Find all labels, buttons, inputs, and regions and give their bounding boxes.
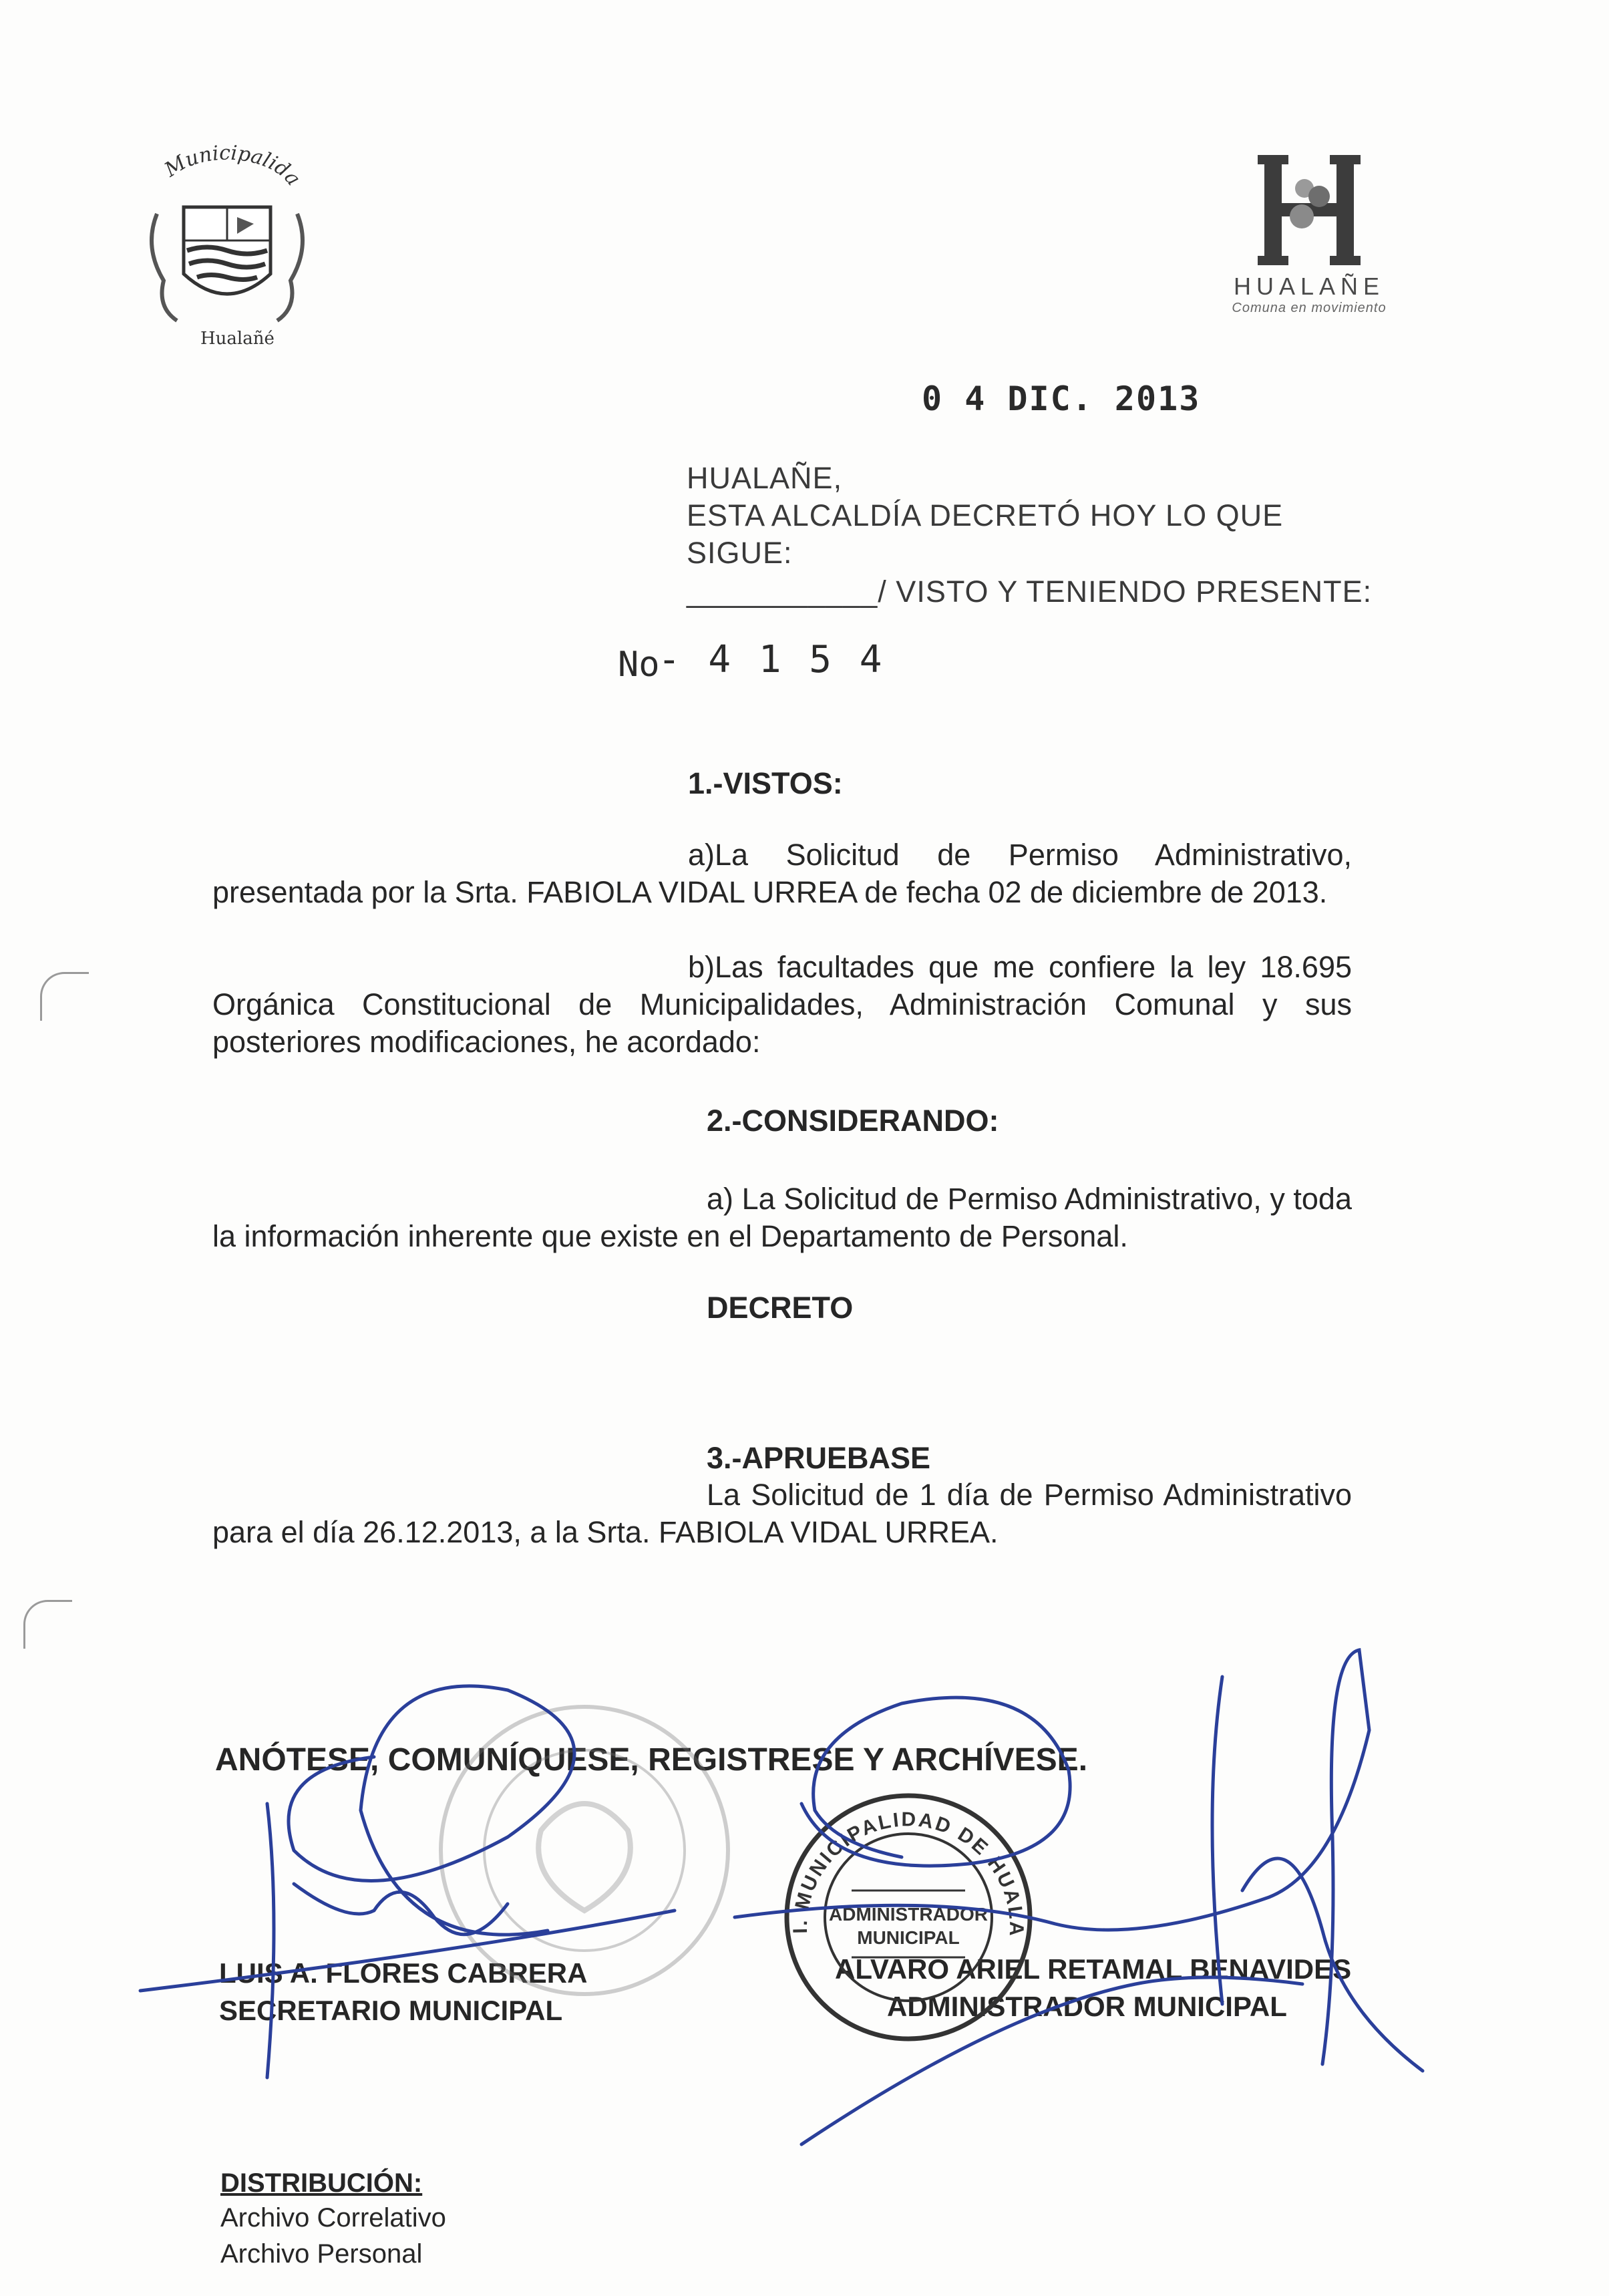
distribution-item: Archivo Personal xyxy=(220,2239,423,2269)
hualane-brand-logo xyxy=(1222,155,1396,316)
municipal-crest-logo xyxy=(137,140,317,354)
distribution-item: Archivo Correlativo xyxy=(220,2203,446,2233)
vistos-item-b: b)Las facultades que me confiere la ley 18.695 Orgánica Constitucional de Municipalidades, Administración Comunal y sus posteriores modificaciones, he acordado: xyxy=(212,950,1352,1059)
vistos-item-a: a)La Solicitud de Permiso Administrativo, presentada por la Srta. FABIOLA VIDAL URREA de fecha 02 de diciembre de 2013. xyxy=(212,838,1352,909)
apruebase-text: La Solicitud de 1 día de Permiso Administrativo para el día 26.12.2013, a la Srta. FABIOLA VIDAL URREA. xyxy=(212,1478,1352,1549)
decree-number-prefix: No xyxy=(618,645,660,685)
decree-number: - 4 1 5 4 xyxy=(658,638,885,681)
punch-hole-mark xyxy=(40,972,89,1021)
brand-word: HUALAÑE xyxy=(1233,273,1385,300)
considerando-item-a: a) La Solicitud de Permiso Administrativo, y toda la información inherente que existe en el Departamento de Personal. xyxy=(212,1182,1352,1253)
h-monogram-icon xyxy=(1252,155,1366,265)
brand-tagline: Comuna en movimiento xyxy=(1232,301,1387,315)
administrator-name: ALVARO ARIEL RETAMAL BENAVIDES xyxy=(835,1953,1352,1985)
ink-signatures xyxy=(0,1637,1609,2171)
header-follows-line: SIGUE: xyxy=(687,536,793,570)
administrator-title: ADMINISTRADOR MUNICIPAL xyxy=(887,1991,1287,2022)
distribution-heading: DISTRIBUCIÓN: xyxy=(220,2168,423,2198)
header-decree-line: ESTA ALCALDÍA DECRETÓ HOY LO QUE xyxy=(687,498,1284,532)
header-city: HUALAÑE, xyxy=(687,461,843,495)
punch-hole-mark xyxy=(23,1600,72,1649)
svg-text:Municipalidad xyxy=(137,140,305,190)
secretary-title: SECRETARIO MUNICIPAL xyxy=(219,1995,563,2026)
seal-ring-text: I. MUNICIPALIDAD DE HUALA xyxy=(789,1808,1028,1939)
secretary-name: LUIS A. FLORES CABRERA xyxy=(219,1957,588,1989)
header-visto-line: ___________/ VISTO Y TENIENDO PRESENTE: xyxy=(687,575,1373,609)
decreto-heading: DECRETO xyxy=(707,1291,854,1325)
seal-center-line1: ADMINISTRADOR xyxy=(829,1904,988,1925)
considerando-heading: 2.-CONSIDERANDO: xyxy=(707,1104,999,1138)
crest-bottom-text: Hualañé xyxy=(200,329,275,349)
apruebase-heading: 3.-APRUEBASE xyxy=(707,1441,931,1475)
vistos-heading: 1.-VISTOS: xyxy=(688,766,843,800)
closing-formula: ANÓTESE, COMUNÍQUESE, REGISTRESE Y ARCHÍVESE. xyxy=(215,1742,1088,1778)
seal-center-line2: MUNICIPAL xyxy=(857,1927,960,1948)
date-stamp: 0 4 DIC. 2013 xyxy=(922,379,1201,418)
crest-top-text: Municipalida xyxy=(160,141,305,190)
